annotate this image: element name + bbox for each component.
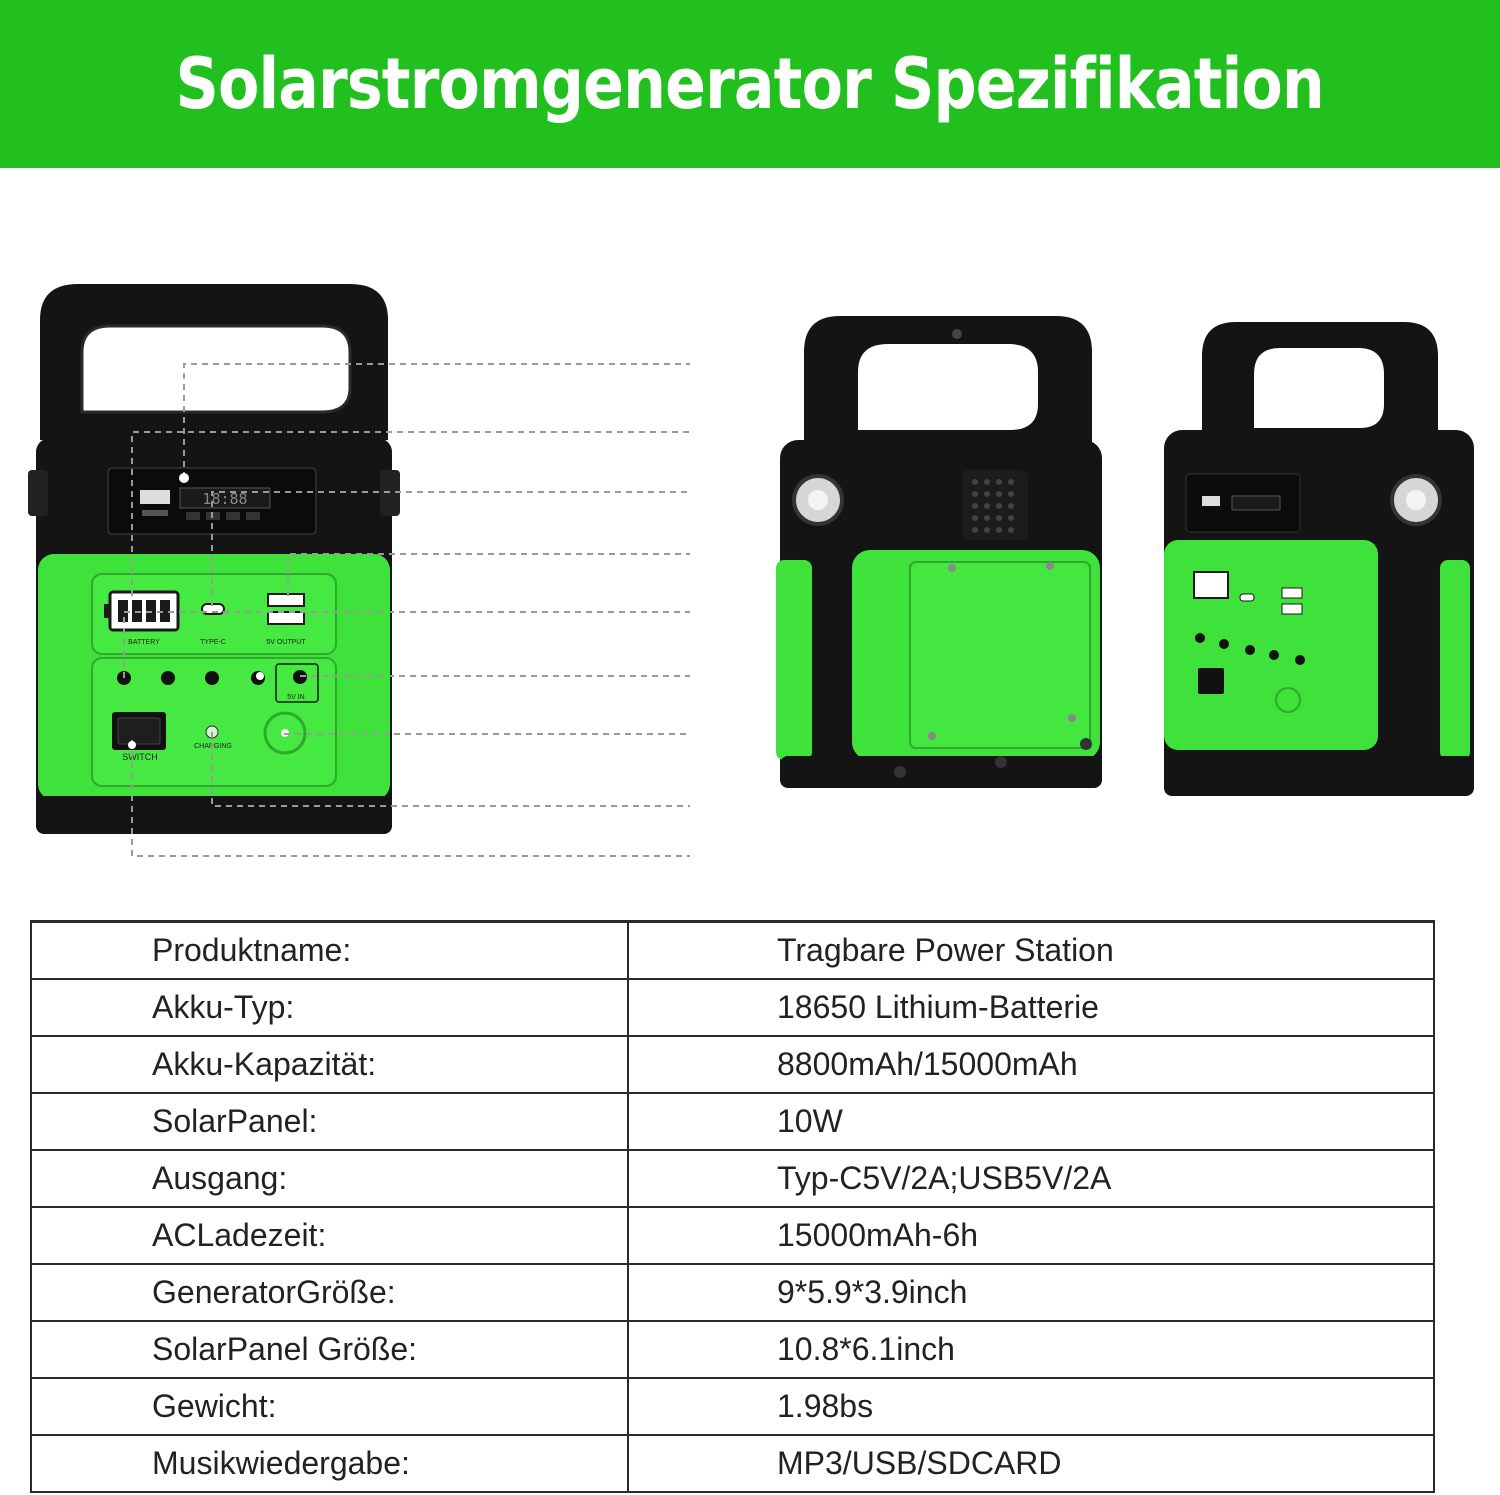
table-row xyxy=(31,1036,1434,1093)
spec-key: Gewicht: xyxy=(31,1378,628,1435)
spec-key: Produktname: xyxy=(31,922,628,980)
spec-value: 15000mAh-6h xyxy=(628,1207,1434,1264)
spec-key: Musikwiedergabe: xyxy=(31,1435,628,1492)
table-row xyxy=(31,1378,1434,1435)
spec-value: 18650 Lithium-Batterie xyxy=(628,979,1434,1036)
table-row xyxy=(31,979,1434,1036)
type-c-label: TYPE-C xyxy=(200,639,226,646)
table-row xyxy=(31,1435,1434,1492)
table-row xyxy=(31,1150,1434,1207)
spec-value: Tragbare Power Station xyxy=(628,922,1434,980)
switch-label: SWITCH xyxy=(122,752,158,762)
spec-key: SolarPanel Größe: xyxy=(31,1321,628,1378)
spec-value: MP3/USB/SDCARD xyxy=(628,1435,1434,1492)
spec-value: 9*5.9*3.9inch xyxy=(628,1264,1434,1321)
spec-key: Akku-Kapazität: xyxy=(31,1036,628,1093)
spec-key: ACLadezeit: xyxy=(31,1207,628,1264)
spec-value: 10.8*6.1inch xyxy=(628,1321,1434,1378)
spec-value: 1.98bs xyxy=(628,1378,1434,1435)
table-row xyxy=(31,1093,1434,1150)
spec-key: GeneratorGröße: xyxy=(31,1264,628,1321)
spec-table xyxy=(30,920,1435,1493)
output-label: 5V OUTPUT xyxy=(266,639,306,646)
display-readout: 18:88 xyxy=(202,490,248,508)
table-row xyxy=(31,1207,1434,1264)
spec-key: Ausgang: xyxy=(31,1150,628,1207)
spec-value: Typ-C5V/2A;USB5V/2A xyxy=(628,1150,1434,1207)
spec-key: SolarPanel: xyxy=(31,1093,628,1150)
table-row xyxy=(31,922,1434,980)
charging-label: CHARGING xyxy=(194,743,232,750)
dc-in-label: 5V IN xyxy=(287,694,305,701)
spec-value: 8800mAh/15000mAh xyxy=(628,1036,1434,1093)
battery-label: BATTERY xyxy=(128,639,160,646)
spec-value: 10W xyxy=(628,1093,1434,1150)
table-row xyxy=(31,1264,1434,1321)
page-title: Solarstromgenerator Spezifikation xyxy=(175,43,1325,125)
table-row xyxy=(31,1321,1434,1378)
spec-key: Akku-Typ: xyxy=(31,979,628,1036)
